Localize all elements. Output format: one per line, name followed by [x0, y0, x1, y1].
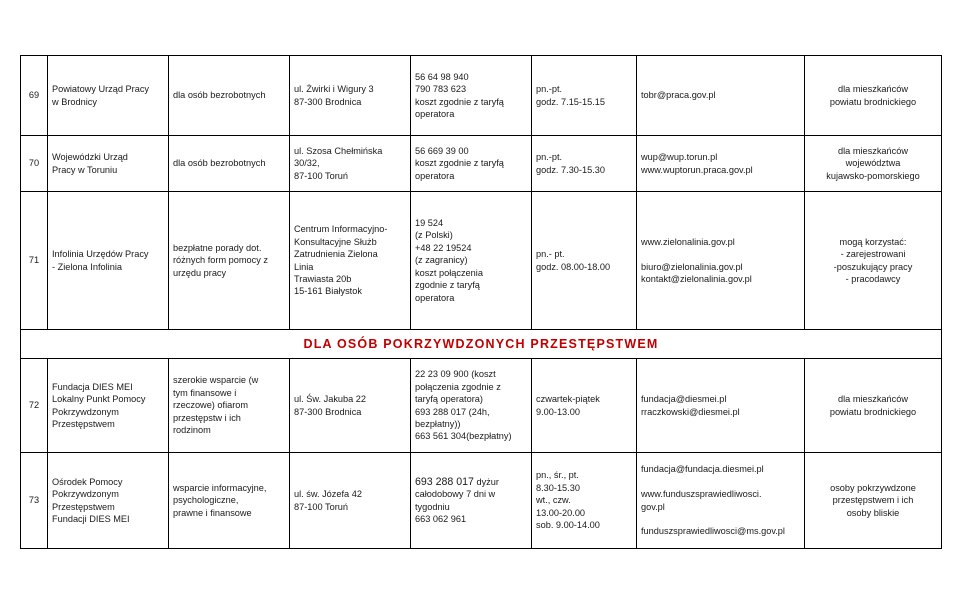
contact-cell: wup@wup.torun.pl www.wuptorun.praca.gov.pl	[637, 136, 805, 192]
phone-main: 693 288 017	[415, 475, 474, 488]
table-row	[21, 136, 942, 192]
target-group-cell: dla mieszkańców powiatu brodnickiego	[805, 359, 942, 453]
hours-cell: pn., śr., pt. 8.30-15.30 wt., czw. 13.00-20.00 sob. 9.00-14.00	[532, 453, 637, 549]
row-number: 71	[21, 192, 48, 330]
table-row	[21, 192, 942, 330]
row-number: 73	[21, 453, 48, 549]
table-row	[21, 453, 942, 549]
scope-cell: bezpłatne porady dot. różnych form pomocy z urzędu pracy	[169, 192, 290, 330]
phone-cell: 56 669 39 00 koszt zgodnie z taryfą operatora	[411, 136, 532, 192]
hours-cell: pn.-pt. godz. 7.15-15.15	[532, 56, 637, 136]
row-number: 69	[21, 56, 48, 136]
contact-cell: www.zielonalinia.gov.pl biuro@zielonalinia.gov.pl kontakt@zielonalinia.gov.pl	[637, 192, 805, 330]
address-cell: ul. św. Józefa 42 87-100 Toruń	[290, 453, 411, 549]
contact-cell: fundacja@diesmei.pl rraczkowski@diesmei.pl	[637, 359, 805, 453]
scope-cell: dla osób bezrobotnych	[169, 136, 290, 192]
institution-name: Powiatowy Urząd Pracy w Brodnicy	[48, 56, 169, 136]
address-cell: ul. Św. Jakuba 22 87-300 Brodnica	[290, 359, 411, 453]
target-group-cell: dla mieszkańców województwa kujawsko-pomorskiego	[805, 136, 942, 192]
target-group-cell: dla mieszkańców powiatu brodnickiego	[805, 56, 942, 136]
table-row	[21, 359, 942, 453]
directory-table	[20, 55, 942, 549]
phone-cell: 22 23 09 900 (koszt połączenia zgodnie z taryfą operatora) 693 288 017 (24h, bezpłatny)) 663 561 304(bezpłatny)	[411, 359, 532, 453]
section-title: DLA OSÓB POKRZYWDZONYCH PRZESTĘPSTWEM	[21, 330, 942, 359]
contact-cell: fundacja@fundacja.diesmei.pl www.funduszsprawiedliwosci. gov.pl funduszsprawiedliwosci@ms.gov.pl	[637, 453, 805, 549]
institution-name: Wojewódzki Urząd Pracy w Toruniu	[48, 136, 169, 192]
address-cell: Centrum Informacyjno- Konsultacyjne Służb Zatrudnienia Zielona Linia Trawiasta 20b 15-161 Białystok	[290, 192, 411, 330]
row-number: 70	[21, 136, 48, 192]
table-row	[21, 56, 942, 136]
scope-cell: szerokie wsparcie (w tym finansowe i rzeczowe) ofiarom przestępstw i ich rodzinom	[169, 359, 290, 453]
institution-name: Ośrodek Pomocy Pokrzywdzonym Przestępstwem Fundacji DIES MEI	[48, 453, 169, 549]
section-header-row	[21, 330, 942, 359]
institution-name: Fundacja DIES MEI Lokalny Punkt Pomocy Pokrzywdzonym Przestępstwem	[48, 359, 169, 453]
target-group-cell: osoby pokrzywdzone przestępstwem i ich osoby bliskie	[805, 453, 942, 549]
hours-cell: czwartek-piątek 9.00-13.00	[532, 359, 637, 453]
row-number: 72	[21, 359, 48, 453]
phone-cell: 19 524 (z Polski) +48 22 19524 (z zagranicy) koszt połączenia zgodnie z taryfą operatora	[411, 192, 532, 330]
institution-name: Infolinia Urzędów Pracy - Zielona Infolinia	[48, 192, 169, 330]
contact-cell: tobr@praca.gov.pl	[637, 56, 805, 136]
target-group-cell: mogą korzystać: - zarejestrowani -poszukujący pracy - pracodawcy	[805, 192, 942, 330]
scope-cell: dla osób bezrobotnych	[169, 56, 290, 136]
address-cell: ul. Żwirki i Wigury 3 87-300 Brodnica	[290, 56, 411, 136]
phone-details: dyżur całodobowy 7 dni w tygodniu 663 062 961	[415, 476, 499, 524]
address-cell: ul. Szosa Chełmińska 30/32, 87-100 Toruń	[290, 136, 411, 192]
hours-cell: pn.-pt. godz. 7.30-15.30	[532, 136, 637, 192]
hours-cell: pn.- pt. godz. 08.00-18.00	[532, 192, 637, 330]
phone-cell	[411, 453, 532, 549]
phone-cell: 56 64 98 940 790 783 623 koszt zgodnie z taryfą operatora	[411, 56, 532, 136]
scope-cell: wsparcie informacyjne, psychologiczne, prawne i finansowe	[169, 453, 290, 549]
